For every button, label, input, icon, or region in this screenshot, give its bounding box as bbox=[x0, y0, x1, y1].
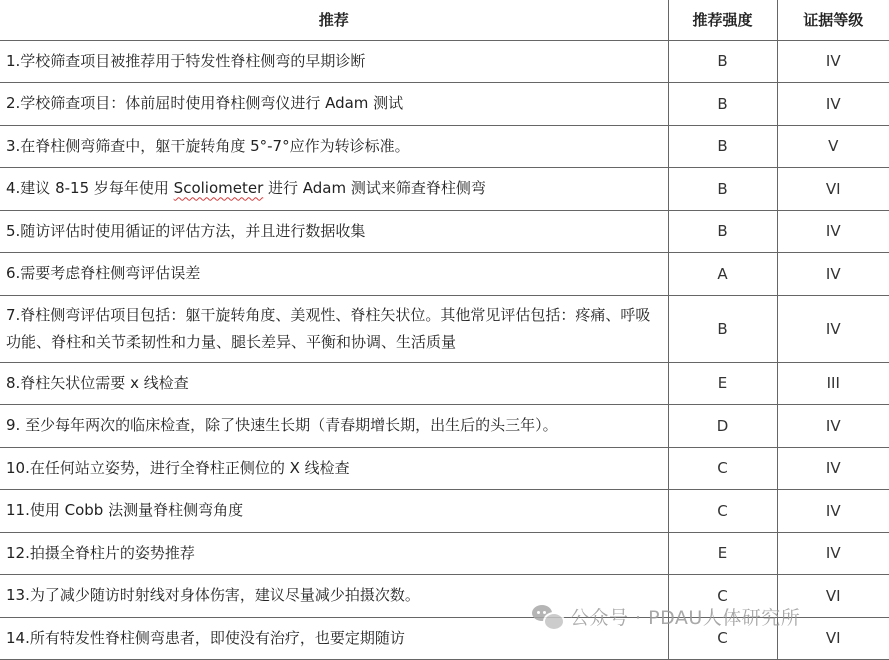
evidence-cell: IV bbox=[777, 40, 889, 83]
header-recommendation: 推荐 bbox=[0, 0, 668, 40]
header-row bbox=[0, 0, 889, 40]
watermark-text: 公众号 · PDAU人体研究所 bbox=[570, 607, 801, 629]
strength-cell: B bbox=[668, 83, 777, 126]
evidence-cell: IV bbox=[777, 405, 889, 448]
strength-cell: A bbox=[668, 253, 777, 296]
strength-cell: E bbox=[668, 362, 777, 405]
strength-cell: B bbox=[668, 168, 777, 211]
header-strength: 推荐强度 bbox=[668, 0, 777, 40]
strength-cell: E bbox=[668, 532, 777, 575]
table-row bbox=[0, 405, 889, 448]
strength-cell: B bbox=[668, 295, 777, 362]
recommendation-cell: 6.需要考虑脊柱侧弯评估误差 bbox=[0, 253, 668, 296]
strength-cell: D bbox=[668, 405, 777, 448]
table-row bbox=[0, 40, 889, 83]
strength-cell: C bbox=[668, 575, 777, 618]
evidence-cell: IV bbox=[777, 447, 889, 490]
table-row bbox=[0, 253, 889, 296]
recommendation-cell: 2.学校筛查项目：体前屈时使用脊柱侧弯仪进行 Adam 测试 bbox=[0, 83, 668, 126]
recommendation-cell: 9. 至少每年两次的临床检查，除了快速生长期（青春期增长期，出生后的头三年）。 bbox=[0, 405, 668, 448]
table-row bbox=[0, 447, 889, 490]
evidence-cell: IV bbox=[777, 210, 889, 253]
recommendation-cell: 8.脊柱矢状位需要 x 线检查 bbox=[0, 362, 668, 405]
recommendation-cell: 12.拍摄全脊柱片的姿势推荐 bbox=[0, 532, 668, 575]
recommendation-cell: 7.脊柱侧弯评估项目包括：躯干旋转角度、美观性、脊柱矢状位。其他常见评估包括：疼痛、呼吸功能、脊柱和关节柔韧性和力量、腿长差异、平衡和协调、生活质量 bbox=[0, 295, 668, 362]
evidence-cell: III bbox=[777, 362, 889, 405]
strength-cell: B bbox=[668, 210, 777, 253]
strength-cell: C bbox=[668, 447, 777, 490]
evidence-cell: IV bbox=[777, 532, 889, 575]
evidence-cell: IV bbox=[777, 253, 889, 296]
table-row bbox=[0, 168, 889, 211]
strength-cell: C bbox=[668, 617, 777, 660]
strength-cell: B bbox=[668, 125, 777, 168]
recommendation-cell: 5.随访评估时使用循证的评估方法，并且进行数据收集 bbox=[0, 210, 668, 253]
recommendation-cell: 10.在任何站立姿势，进行全脊柱正侧位的 X 线检查 bbox=[0, 447, 668, 490]
table-row bbox=[0, 210, 889, 253]
recommendation-cell: 13.为了减少随访时射线对身体伤害，建议尽量减少拍摄次数。 bbox=[0, 575, 668, 618]
spellcheck-word: Scoliometer bbox=[173, 179, 264, 198]
recommendation-cell: 11.使用 Cobb 法测量脊柱侧弯角度 bbox=[0, 490, 668, 533]
recommendation-cell: 3.在脊柱侧弯筛查中，躯干旋转角度 5°-7°应作为转诊标准。 bbox=[0, 125, 668, 168]
recommendation-text-pre: 4.建议 8-15 岁每年使用 bbox=[6, 179, 174, 198]
recommendation-cell: 14.所有特发性脊柱侧弯患者，即使没有治疗，也要定期随访 bbox=[0, 617, 668, 660]
table-row bbox=[0, 295, 889, 362]
table-row bbox=[0, 490, 889, 533]
table-row bbox=[0, 532, 889, 575]
table-row bbox=[0, 617, 889, 660]
evidence-cell: IV bbox=[777, 490, 889, 533]
strength-cell: B bbox=[668, 40, 777, 83]
evidence-cell: VI bbox=[777, 168, 889, 211]
evidence-cell: VI bbox=[777, 575, 889, 618]
header-evidence: 证据等级 bbox=[777, 0, 889, 40]
table-row bbox=[0, 362, 889, 405]
evidence-cell: IV bbox=[777, 295, 889, 362]
strength-cell: C bbox=[668, 490, 777, 533]
table-row bbox=[0, 125, 889, 168]
recommendation-cell: 1.学校筛查项目被推荐用于特发性脊柱侧弯的早期诊断 bbox=[0, 40, 668, 83]
table-row bbox=[0, 83, 889, 126]
recommendation-cell bbox=[0, 168, 668, 211]
table-row bbox=[0, 575, 889, 618]
evidence-cell: VI bbox=[777, 617, 889, 660]
evidence-cell: V bbox=[777, 125, 889, 168]
evidence-cell: IV bbox=[777, 83, 889, 126]
recommendation-text-post: 进行 Adam 测试来筛查脊柱侧弯 bbox=[263, 179, 486, 198]
